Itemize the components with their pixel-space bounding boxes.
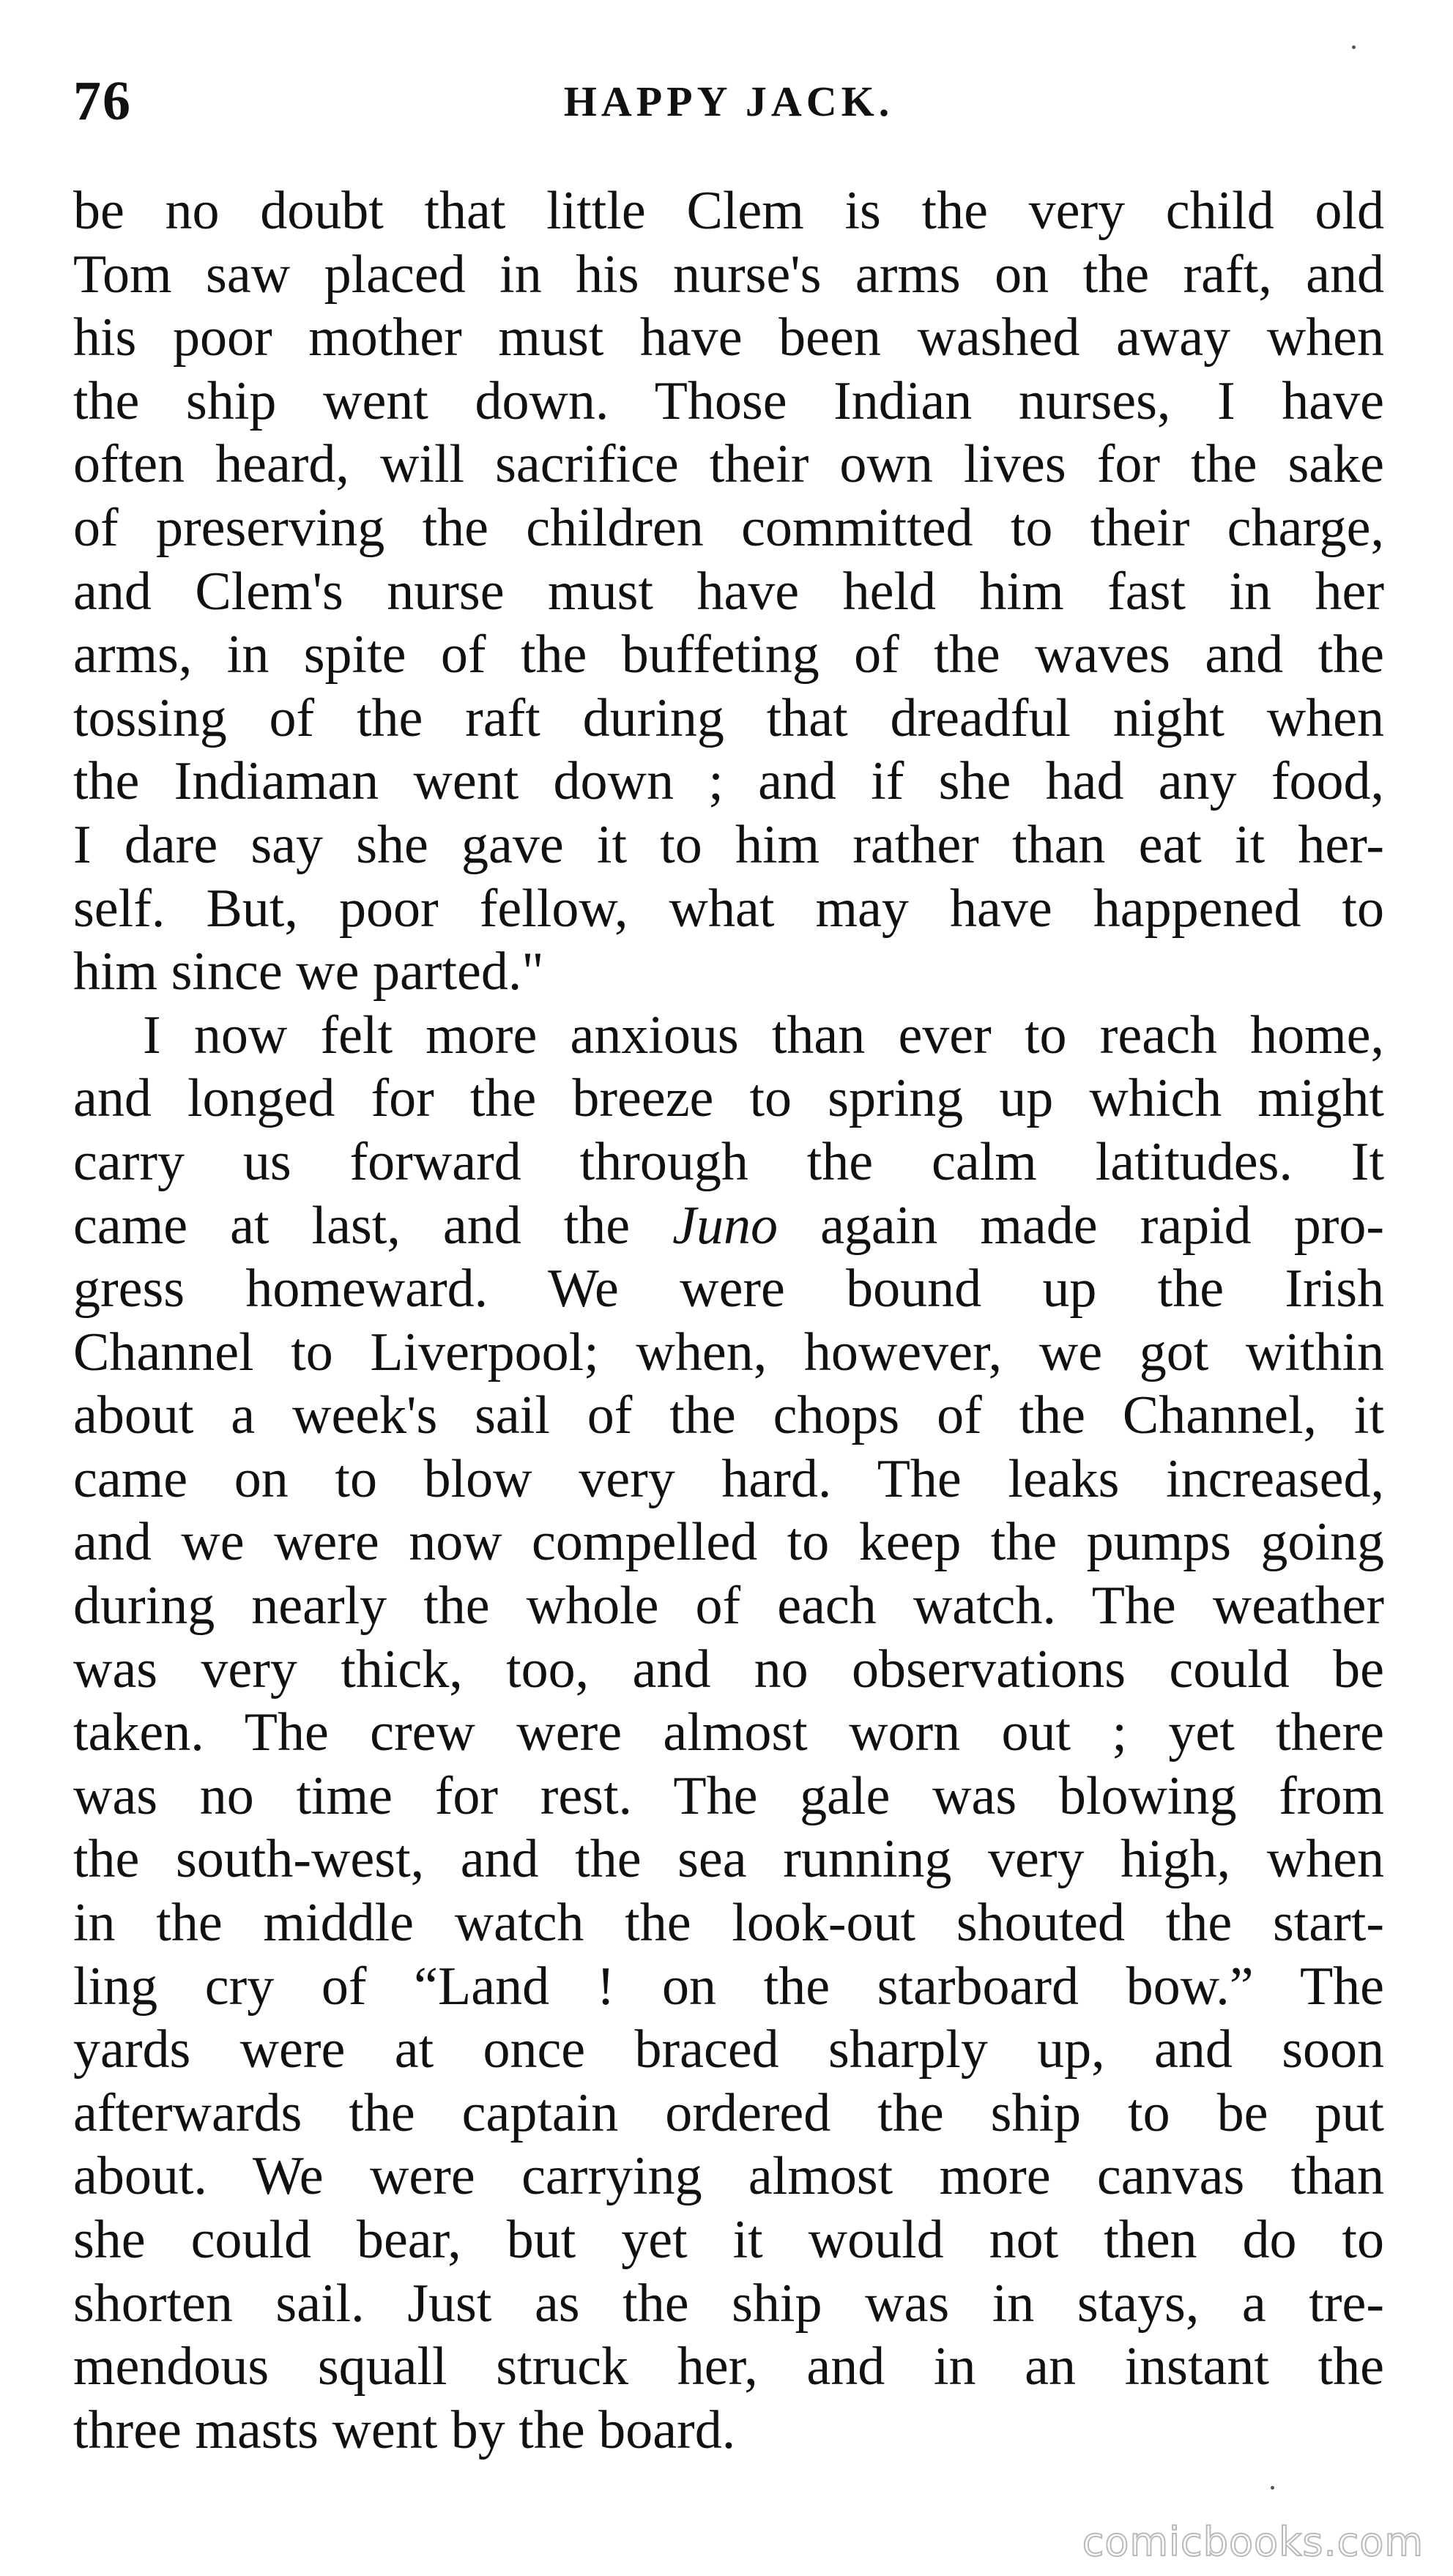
- text-span: came at last, and the: [73, 1195, 673, 1256]
- text-line: and Clem's nurse must have held him fast in her: [73, 561, 1384, 622]
- paragraph-2: [73, 1004, 1384, 2463]
- text-line: during nearly the whole of each watch. The weather: [73, 1576, 1384, 1637]
- text-line: and longed for the breeze to spring up which might: [73, 1068, 1384, 1129]
- text-line: be no doubt that little Clem is the very child old: [73, 181, 1384, 241]
- ship-name: Juno: [672, 1195, 778, 1256]
- text-line: afterwards the captain ordered the ship to be put: [73, 2082, 1384, 2143]
- text-line: self. But, poor fellow, what may have happened to: [73, 878, 1384, 939]
- text-line: Channel to Liverpool; when, however, we got within: [73, 1322, 1384, 1382]
- page-number: 76: [73, 70, 132, 132]
- text-line: the Indiaman went down ; and if she had any food,: [73, 751, 1384, 812]
- text-line: I now felt more anxious than ever to reach home,: [143, 1005, 1384, 1065]
- watermark: comicbooks.com: [1082, 2519, 1424, 2565]
- text-line: about a week's sail of the chops of the Channel, it: [73, 1385, 1384, 1446]
- text-line: his poor mother must have been washed away when: [73, 308, 1384, 368]
- text-line: Tom saw placed in his nurse's arms on the raft, and: [73, 244, 1384, 305]
- text-span: again made rapid pro-: [778, 1195, 1384, 1256]
- text-line: I dare say she gave it to him rather than eat it her-: [73, 814, 1384, 875]
- running-title: HAPPY JACK.: [563, 78, 894, 125]
- text-line: gress homeward. We were bound up the Irish: [73, 1259, 1384, 1319]
- text-line: the ship went down. Those Indian nurses, I have: [73, 371, 1384, 431]
- text-line: him since we parted.": [73, 942, 544, 1002]
- text-line: was very thick, too, and no observations could be: [73, 1639, 1384, 1700]
- text-line: the south-west, and the sea running very high, when: [73, 1829, 1384, 1890]
- text-line: and we were now compelled to keep the pumps going: [73, 1512, 1384, 1573]
- page-header: [73, 70, 1384, 150]
- text-line: ling cry of “Land ! on the starboard bow.” The: [73, 1956, 1384, 2017]
- text-line: about. We were carrying almost more canvas than: [73, 2146, 1384, 2207]
- text-line: shorten sail. Just as the ship was in stays, a tre-: [73, 2273, 1384, 2334]
- text-line: taken. The crew were almost worn out ; yet there: [73, 1702, 1384, 1763]
- text-line: came on to blow very hard. The leaks increased,: [73, 1448, 1384, 1509]
- paragraph-1: [73, 179, 1384, 1004]
- text-line: in the middle watch the look-out shouted the start-: [73, 1893, 1384, 1954]
- print-speck: [1271, 2486, 1274, 2490]
- text-line-with-ship-name: [73, 1194, 1384, 1258]
- text-line: she could bear, but yet it would not then do to: [73, 2210, 1384, 2270]
- text-line: mendous squall struck her, and in an instant the: [73, 2337, 1384, 2397]
- print-speck: [1352, 45, 1356, 49]
- text-line: arms, in spite of the buffeting of the waves and the: [73, 625, 1384, 685]
- body-text: [73, 179, 1384, 2462]
- text-line: yards were at once braced sharply up, and soon: [73, 2020, 1384, 2080]
- text-line: carry us forward through the calm latitudes. It: [73, 1131, 1384, 1192]
- text-line: was no time for rest. The gale was blowing from: [73, 1765, 1384, 1826]
- text-line: of preserving the children committed to their charge,: [73, 497, 1384, 558]
- text-line: three masts went by the board.: [73, 2400, 736, 2460]
- text-line: tossing of the raft during that dreadful night when: [73, 688, 1384, 748]
- text-line: often heard, will sacrifice their own lives for the sake: [73, 434, 1384, 495]
